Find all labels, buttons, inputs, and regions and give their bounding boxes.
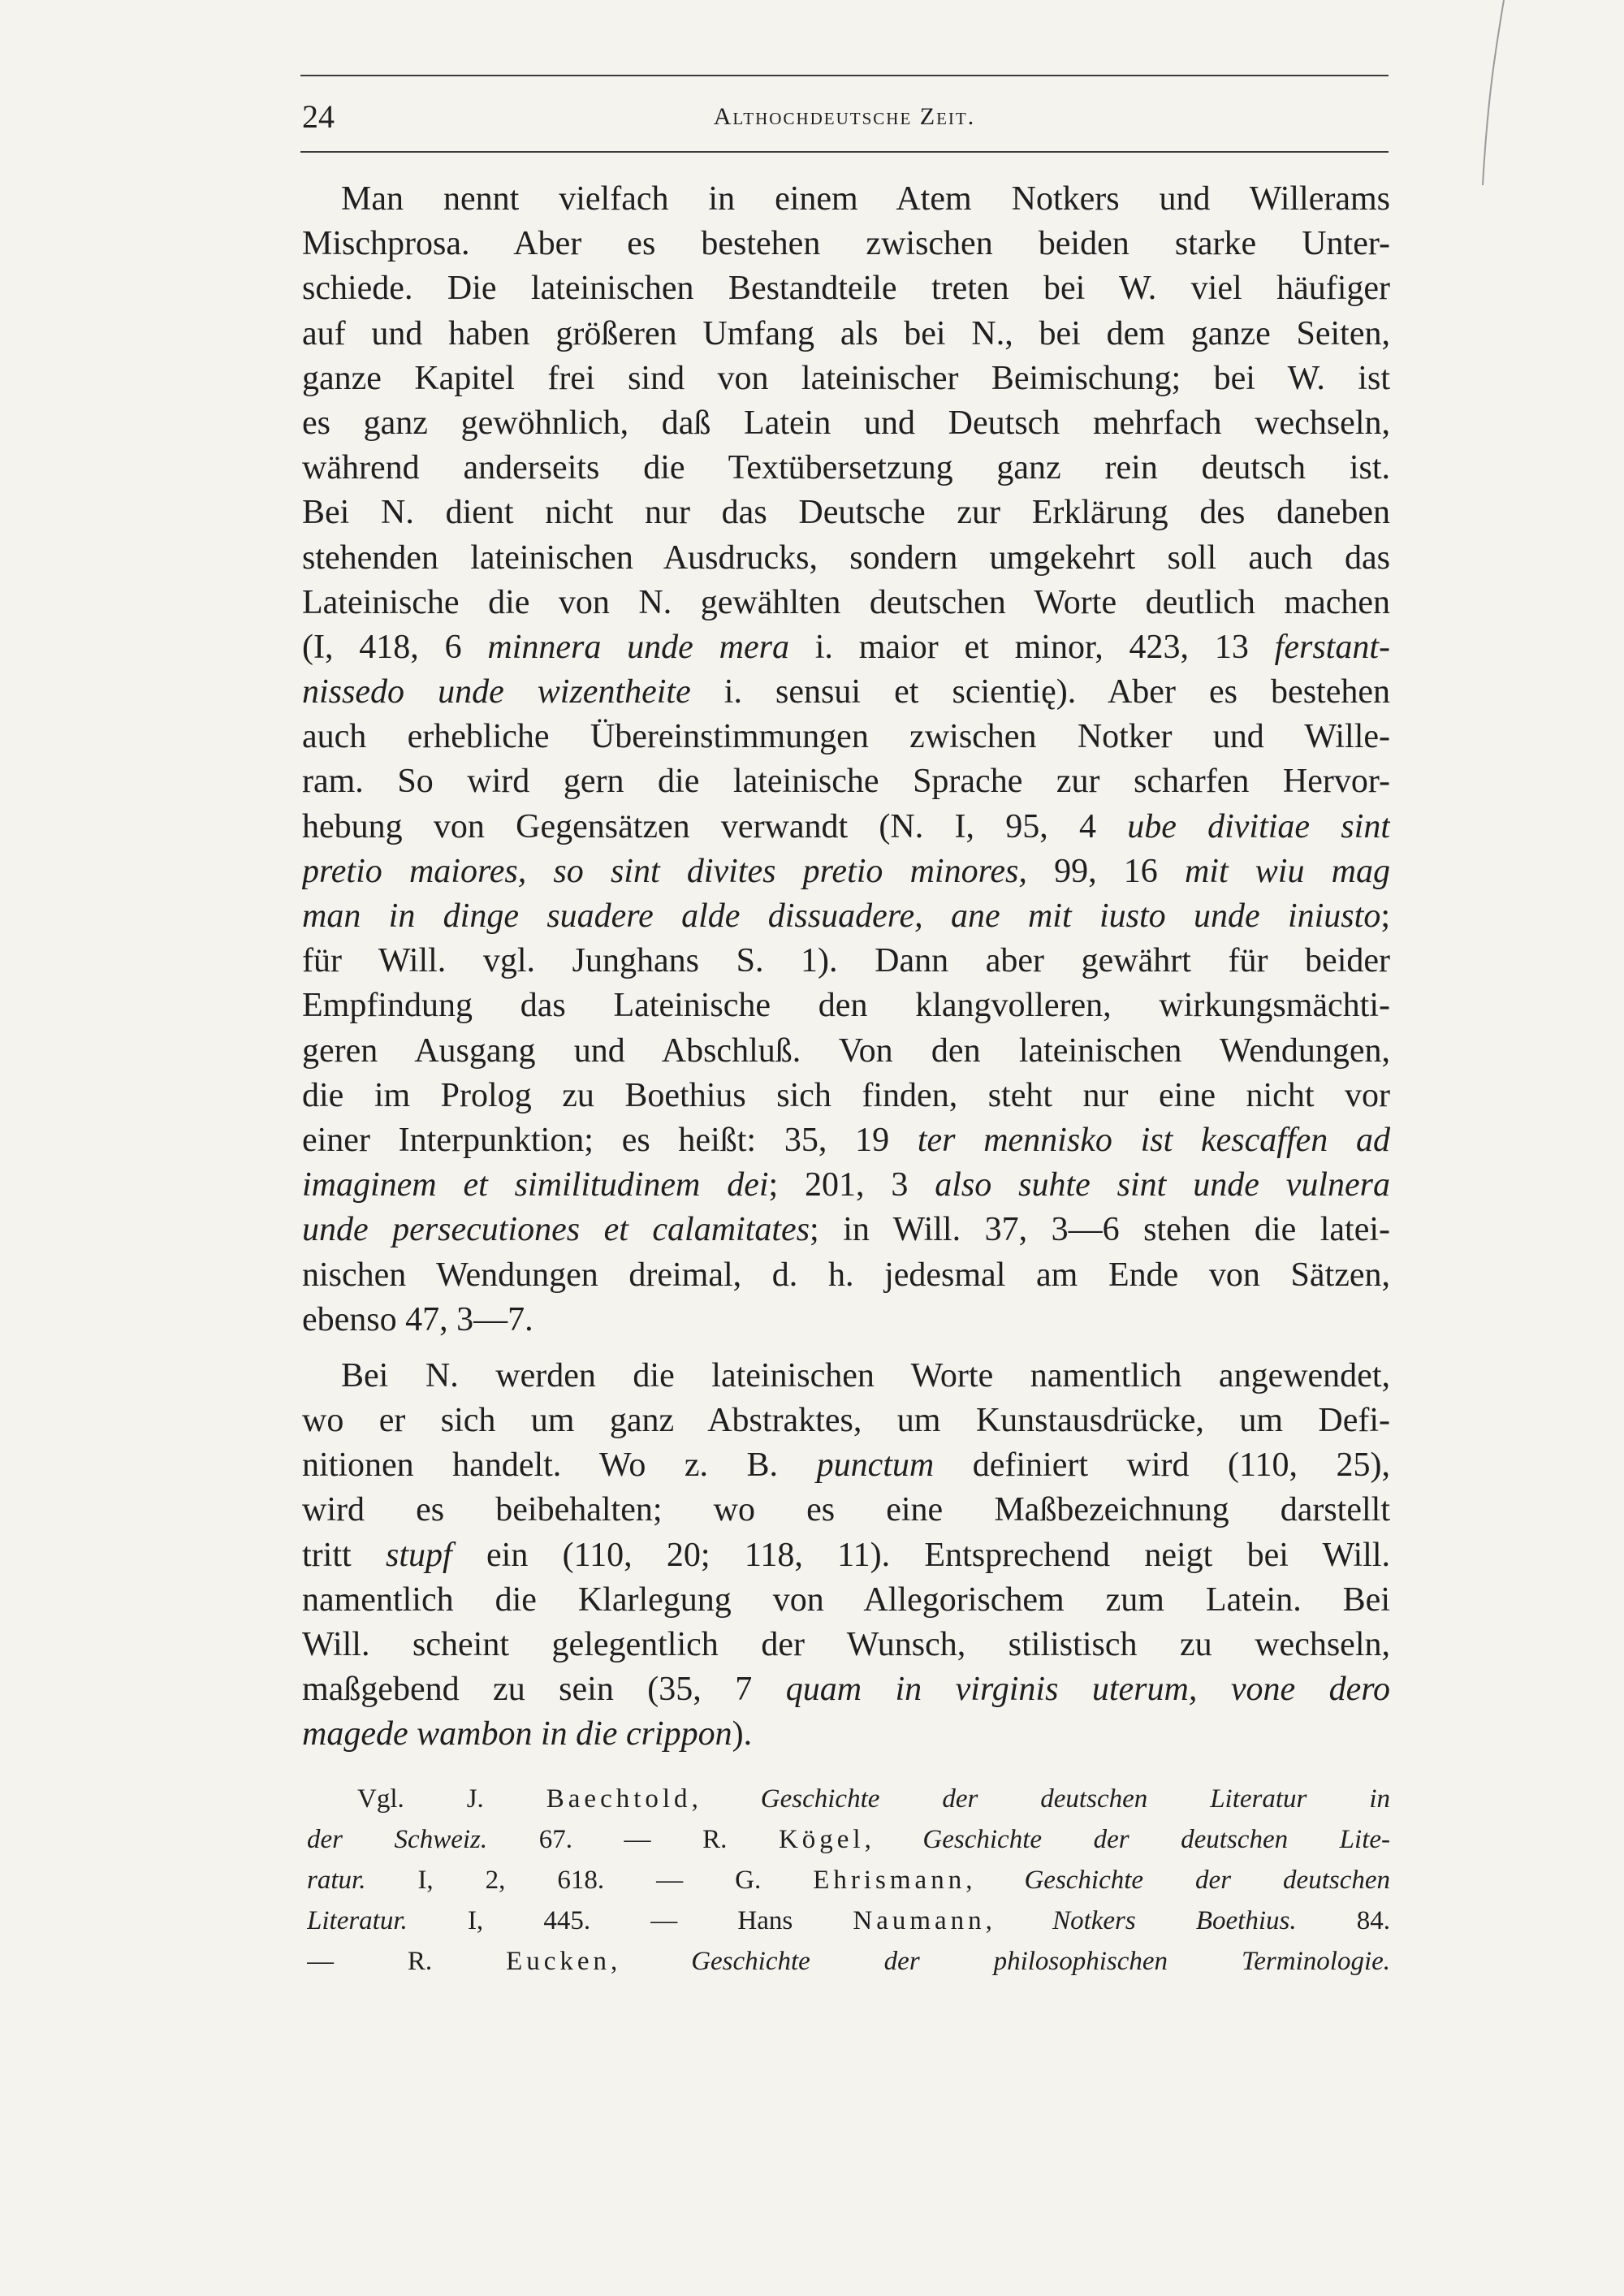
text-line: ganze Kapitel frei sind von lateinischer Beimischung; bei W. ist [302,359,1390,397]
text-run: I, 2, 618. — G. [365,1866,814,1895]
text-line [302,1163,1390,1208]
footnote-line [307,1819,1390,1860]
text-run: , [864,1825,923,1854]
text-line: ram. So wird gern die lateinische Sprache zur scharfen Hervor- [302,763,1390,801]
text-line: Lateinische die von N. gewählten deutschen Worte deutlich machen [302,583,1390,621]
italic-run: quam in virginis uterum, vone dero [785,1671,1390,1709]
text-run: i. maior et minor, 423, 13 [788,628,1275,666]
text-line: die im Prolog zu Boethius sich finden, steht nur eine nicht vor [302,1076,1390,1114]
book-title: Literatur. [307,1906,408,1935]
text-line: stehenden lateinischen Ausdrucks, sondern umgekehrt soll auch das [302,538,1390,577]
pencil-mark [1471,0,1520,187]
text-line: Mischprosa. Aber es bestehen zwischen beiden starke Unter- [302,225,1390,263]
text-line: Empfindung das Lateinische den klangvolleren, wirkungsmächti- [302,987,1390,1025]
book-title: der Schweiz. [307,1825,488,1854]
text-line: Will. scheint gelegentlich der Wunsch, stilistisch zu wechseln, [302,1626,1390,1663]
italic-run: pretio maiores, so sint divites pretio minores, [302,852,1027,890]
text-run: I, 445. — Hans [407,1906,853,1935]
italic-run: unde persecutiones et calamitates [302,1211,810,1249]
text-run: , [985,1906,1053,1935]
italic-run: man in dinge suadere alde dissuadere, ane mit iusto unde iniusto [302,897,1381,935]
italic-run: stupf [386,1536,452,1574]
footnote-line [307,1860,1390,1900]
text-run: , [691,1784,761,1814]
main-text [302,177,1390,1758]
text-line [302,1533,1390,1578]
text-line [302,1118,1390,1163]
paragraph-2 [302,1354,1390,1758]
author-name: Naumann [853,1906,986,1935]
text-run: 84. [1296,1906,1390,1935]
author-name: Kögel [778,1825,865,1854]
book-title: Geschichte der deutschen Lite- [922,1825,1390,1854]
text-run: ; 201, 3 [768,1166,935,1204]
author-name: Baechtold [546,1784,692,1814]
text-run: tritt [302,1536,386,1574]
text-run: , [965,1866,1025,1895]
italic-run: magede wambon in die crippon [302,1715,732,1753]
text-line [302,1208,1390,1252]
text-run: einer Interpunktion; es heißt: 35, 19 [302,1121,918,1159]
text-line [302,1712,1390,1757]
italic-run: imaginem et similitudinem dei [302,1166,769,1204]
italic-run: mit wiu mag [1184,852,1390,890]
text-run: 67. — R. [487,1825,779,1854]
text-run: definiert wird (110, 25), [934,1446,1390,1485]
text-line [302,670,1390,715]
italic-run: ube divitiae sint [1127,807,1390,845]
text-line: auf und haben größeren Umfang als bei N., bei dem ganze Seiten, [302,314,1390,352]
text-run: — R. [307,1947,507,1976]
page-number: 24 [302,98,335,135]
book-title: Geschichte der philosophischen Terminologie. [691,1947,1390,1976]
text-line: schiede. Die lateinischen Bestandteile treten bei W. viel häufiger [302,270,1390,308]
book-title: Notkers Boethius. [1052,1906,1297,1935]
text-line: ebenso 47, 3—7. [302,1300,533,1338]
author-name: Eucken [506,1947,611,1976]
text-run: , [611,1947,692,1976]
footnote-line [357,1779,1390,1819]
italic-run: also suhte sint unde vulnera [935,1166,1390,1204]
text-line [302,850,1390,894]
text-run: ; [1380,897,1390,935]
footnote-line [307,1900,1390,1941]
paragraph-gap [302,1343,1390,1354]
text-line [302,1443,1390,1488]
footnote-line [307,1941,1390,1982]
book-title: ratur. [307,1866,366,1895]
text-line: auch erhebliche Übereinstimmungen zwischen Notker und Wille- [302,718,1390,756]
text-line [302,894,1390,939]
paragraph-1 [302,177,1390,1343]
text-line: Bei N. werden die lateinischen Worte namentlich angewendet, [341,1356,1390,1394]
text-line: nischen Wendungen dreimal, d. h. jedesmal am Ende von Sätzen, [302,1256,1390,1294]
text-run: hebung von Gegensätzen verwandt (N. I, 95, 4 [302,807,1128,845]
text-run: 99, 16 [1026,852,1185,890]
bibliography-note [307,1779,1390,1982]
text-line [302,1667,1390,1712]
text-line: wird es beibehalten; wo es eine Maßbezeichnung darstellt [302,1491,1390,1529]
text-run: Vgl. J. [357,1784,546,1814]
running-title: Althochdeutsche Zeit. [713,103,976,130]
italic-run: punctum [816,1446,935,1485]
text-line: Bei N. dient nicht nur das Deutsche zur Erklärung des daneben [302,494,1390,532]
text-run: (I, 418, 6 [302,628,488,666]
text-line: wo er sich um ganz Abstraktes, um Kunstausdrücke, um Defi- [302,1402,1390,1440]
book-title: Geschichte der deutschen [1024,1866,1390,1895]
text-line: Man nennt vielfach in einem Atem Notkers und Willerams [341,180,1390,218]
text-line: für Will. vgl. Junghans S. 1). Dann aber gewährt für beider [302,942,1390,980]
text-line: während anderseits die Textübersetzung ganz rein deutsch ist. [302,449,1390,487]
italic-run: ter mennisko ist kescaffen ad [917,1121,1390,1159]
text-line: namentlich die Klarlegung von Allegorischem zum Latein. Bei [302,1580,1390,1619]
text-run: ; in Will. 37, 3—6 stehen die latei- [810,1211,1390,1249]
text-line: es ganz gewöhnlich, daß Latein und Deutsch mehrfach wechseln, [302,404,1390,442]
text-run: ein (110, 20; 118, 11). Entsprechend neigt bei Will. [451,1536,1390,1574]
author-name: Ehrismann [813,1866,966,1895]
running-header [300,75,1389,153]
text-line [302,625,1390,670]
italic-run: nissedo unde wizentheite [302,673,691,711]
text-run: i. sensui et scientię). Aber es bestehen [690,673,1390,711]
italic-run: minnera unde mera [487,628,789,666]
text-run: ). [732,1715,753,1753]
italic-run: ferstant- [1274,628,1390,666]
text-line: geren Ausgang und Abschluß. Von den lateinischen Wendungen, [302,1031,1390,1070]
text-run: maßgebend zu sein (35, 7 [302,1671,786,1709]
book-title: Geschichte der deutschen Literatur in [760,1784,1390,1814]
text-line [302,805,1390,850]
text-run: nitionen handelt. Wo z. B. [302,1446,817,1485]
